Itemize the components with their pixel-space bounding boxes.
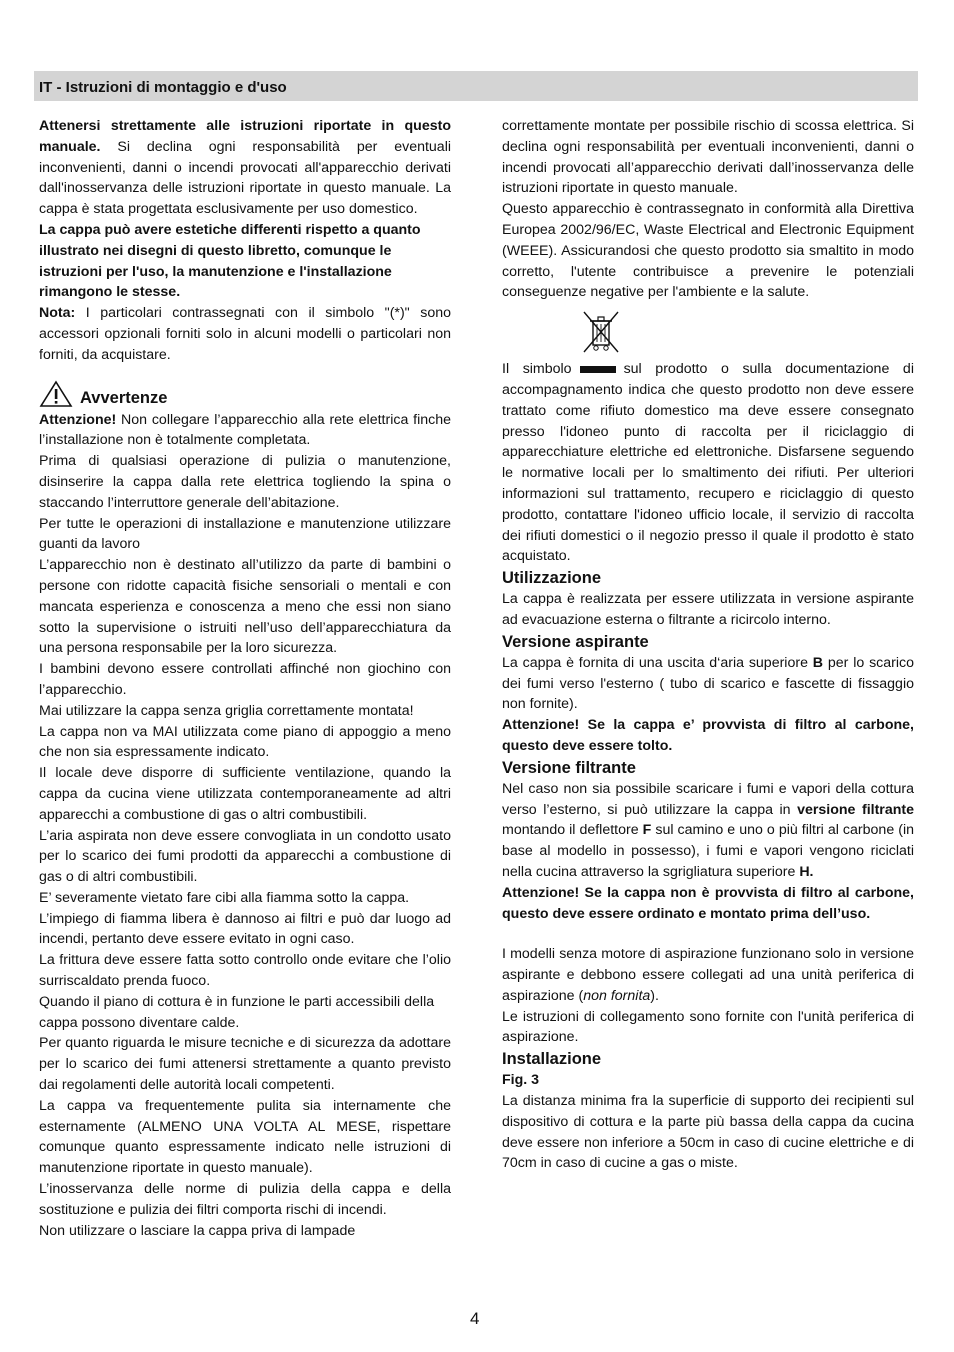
warning-paragraph: L’aria aspirata non deve essere convogliata in un condotto usato per lo scarico dei fumi prodotti da apparecchi a combustione di gas o di altri combustibili. — [39, 827, 451, 886]
continued-paragraph: correttamente montate per possibile rischio di scossa elettrica. Si declina ogni responsabilità per eventuali inconvenienti, danni o incendi provocati all’apparecchio derivati dall’inosservanza delle istruzioni riportate in questo manuale. — [502, 118, 914, 197]
aspirante-label-b: B — [812, 654, 824, 671]
left-column — [39, 116, 451, 1241]
modelli-paragraph — [502, 944, 914, 1006]
estetiche-note: La cappa può avere estetiche differenti rispetto a quanto illustrato nei disegni di questo libretto, comunque le istruzioni per l'uso, la manutenzione e l'installazione rimangono le stesse. — [39, 221, 421, 301]
intro-text: Si declina ogni responsabilità per eventuali inconvenienti, danni o incendi provocati all'apparecchio derivati dall'inosservanza delle istruzioni riportate in questo manuale. La cappa è stata progettata esclusivamente per uso domestico. — [39, 138, 451, 218]
modelli-text-c: ). — [650, 987, 659, 1004]
warning-paragraph: Prima di qualsiasi operazione di pulizia o manutenzione, disinserire la cappa dalla rete elettrica togliendo la spina o staccando l’interruttore generale dell’abitazione. — [39, 453, 451, 511]
filtrante-text-e: sul camino e uno o più filtri al carbone (in base al modello in possesso), i fumi e vapori vengono riciclati nella cucina attraverso la sgrigliatura superiore — [502, 822, 914, 880]
avvertenze-heading — [39, 380, 451, 410]
warning-paragraph: Mai utilizzare la cappa senza griglia correttamente montata! — [39, 702, 414, 719]
simbolo-paragraph — [502, 359, 914, 567]
simbolo-pre: Il simbolo — [502, 361, 572, 378]
utilizzazione-title: Utilizzazione — [502, 569, 602, 588]
crossed-bin-icon — [580, 309, 622, 355]
warning-paragraph: E’ severamente vietato fare cibi alla fiamma sotto la cappa. — [39, 889, 410, 906]
warning-paragraph: Per tutte le operazioni di installazione e manutenzione utilizzare guanti da lavoro — [39, 515, 451, 553]
aspirante-paragraph — [502, 653, 914, 715]
right-column — [502, 116, 914, 1174]
modelli-italic: non fornita — [583, 987, 651, 1004]
intro-bold: Attenersi strettamente alle istruzioni riportate in questo manuale. — [39, 118, 451, 155]
warning-paragraph: L’apparecchio non è destinato all’utilizzo da parte di bambini o persone con ridotte capacità fisiche sensoriali o mentali e con mancata esperienza e conoscenza a meno che essi non siano sotto la supervisione o istruiti nell’uso dell’apparecchiatura da una persona responsabile per la loro sicurezza. — [39, 557, 451, 657]
avvertenze-title: Avvertenze — [80, 388, 168, 407]
aspirante-title: Versione aspirante — [502, 632, 649, 651]
intro-paragraph — [39, 116, 451, 220]
warning-paragraph: Per quanto riguarda le misure tecniche e di sicurezza da adottare per lo scarico dei fumi attenersi strettamente a quanto previsto dai regolamenti delle autorità locali competenti. — [39, 1035, 451, 1094]
section-title: IT - Istruzioni di montaggio e d'uso — [39, 79, 287, 96]
filtrante-paragraph — [502, 779, 914, 883]
nota-text: I particolari contrassegnati con il simbolo "(*)" sono accessori opzionali forniti solo in alcuni modelli o particolari non forniti, da acquistare. — [39, 305, 451, 363]
filtrante-text-a: Nel caso non sia possibile scaricare i fumi e vapori della cottura verso l’esterno, si può utilizzare la cappa in — [502, 780, 914, 818]
nota-label: Nota: — [39, 305, 76, 322]
simbolo-text: sul prodotto o sulla documentazione di accompagnamento indica che questo prodotto non deve essere trattato come rifiuto domestico ma deve essere consegnato presso l'idoneo punto di raccolta per il riciclaggio di apparecchiature elettriche ed elettroniche. Disfarsene seguendo le normative locali per lo smaltimento dei rifiuti. Per ulteriori informazioni sul trattamento, recupero e riciclaggio di questo prodotto, contattare l'idoneo ufficio locale, il servizio di raccolta dei rifiuti domestici o il negozio presso il quale il prodotto è stato acquistato. — [502, 361, 914, 565]
filtrante-title: Versione filtrante — [502, 758, 636, 777]
aspirante-attenzione: Attenzione! Se la cappa e’ provvista di filtro al carbone, questo deve essere tolto. — [502, 717, 914, 754]
filtrante-attenzione: Attenzione! Se la cappa non è provvista di filtro al carbone, questo deve essere ordinato e montato prima dell’uso. — [502, 884, 914, 922]
warning-paragraph: La frittura deve essere fatta sotto controllo onde evitare che l’olio surriscaldato prenda fuoco. — [39, 952, 451, 990]
attenzione-paragraph — [39, 410, 451, 452]
page-number: 4 — [470, 1309, 480, 1328]
weee-paragraph: Questo apparecchio è contrassegnato in conformità alla Direttiva Europea 2002/96/EC, Waste Electrical and Electronic Equipment (WEEE). Assicurandosi che questo prodotto sia smaltito in modo corretto, l'utente contribuisce a prevenire le potenziali conseguenze negative per l'ambiente e la salute. — [502, 201, 914, 301]
utilizzazione-text: La cappa è realizzata per essere utilizzata in versione aspirante ad evacuazione esterna o filtrante a ricircolo interno. — [502, 591, 914, 628]
warning-paragraph: La cappa non va MAI utilizzata come piano di appoggio a meno che non sia espressamente indicato. — [39, 723, 451, 761]
nota-paragraph — [39, 303, 451, 365]
warning-paragraph: L’impiego di fiamma libera è dannoso ai filtri e può dar luogo ad incendi, pertanto deve essere evitato in ogni caso. — [39, 910, 451, 948]
filtrante-text-c: montando il deflettore — [502, 822, 643, 839]
warning-paragraph: Quando il piano di cottura è in funzione le parti accessibili della cappa possono diventare calde. — [39, 993, 435, 1031]
filtrante-label-h: H. — [799, 863, 814, 880]
spacer — [502, 924, 914, 944]
collegamento-paragraph: Le istruzioni di collegamento sono fornite con l'unità periferica di aspirazione. — [502, 1008, 914, 1046]
warning-paragraph: L’inosservanza delle norme di pulizia della cappa e della sostituzione e pulizia dei filtri comporta rischi di incendi. — [39, 1181, 451, 1218]
section-header-bar — [34, 71, 918, 101]
installazione-title: Installazione — [502, 1050, 602, 1069]
attenzione-label: Attenzione! — [39, 411, 117, 428]
warning-paragraph: I bambini devono essere controllati affinché non giochino con l’apparecchio. — [39, 661, 451, 698]
attenzione-text: Non collegare l’apparecchio alla rete elettrica finche l’installazione non è totalmente completata. — [39, 411, 451, 449]
filtrante-bold-b: versione filtrante — [797, 801, 914, 818]
warning-paragraph: Non utilizzare o lasciare la cappa priva di lampade — [39, 1222, 356, 1239]
aspirante-text-c: per lo scarico dei fumi verso l'esterno ( tubo di scarico e fascette di fissaggio non fornite). — [502, 654, 915, 713]
aspirante-text-a: La cappa è fornita di una uscita d‘aria superiore — [502, 654, 813, 671]
weee-symbol-area — [502, 309, 914, 359]
fig-label: Fig. 3 — [502, 1072, 540, 1089]
warning-paragraph: Il locale deve disporre di sufficiente ventilazione, quando la cappa da cucina viene utilizzata contemporaneamente ad altri apparecchi a combustione di gas o altri combustibili. — [39, 765, 451, 823]
warning-paragraph: La cappa va frequentemente pulita sia internamente che esternamente (ALMENO UNA VOLTA AL MESE, rispettare comunque quanto espressamente indicato nelle istruzioni di manutenzione riportate in questo manuale). — [39, 1097, 451, 1177]
filtrante-label-f: F — [642, 822, 652, 839]
modelli-text-a: I modelli senza motore di aspirazione funzionano solo in versione aspirante e debbono essere collegati ad una unità periferica di aspirazione ( — [502, 946, 914, 1004]
weee-bar-icon — [580, 366, 616, 373]
warning-icon — [39, 380, 73, 408]
installazione-text: La distanza minima fra la superficie di supporto dei recipienti sul dispositivo di cottura e la parte più bassa della cappa da cucina deve essere non inferiore a 50cm in caso di cucine elettriche e di 70cm in caso di cucine a gas o miste. — [502, 1093, 914, 1172]
